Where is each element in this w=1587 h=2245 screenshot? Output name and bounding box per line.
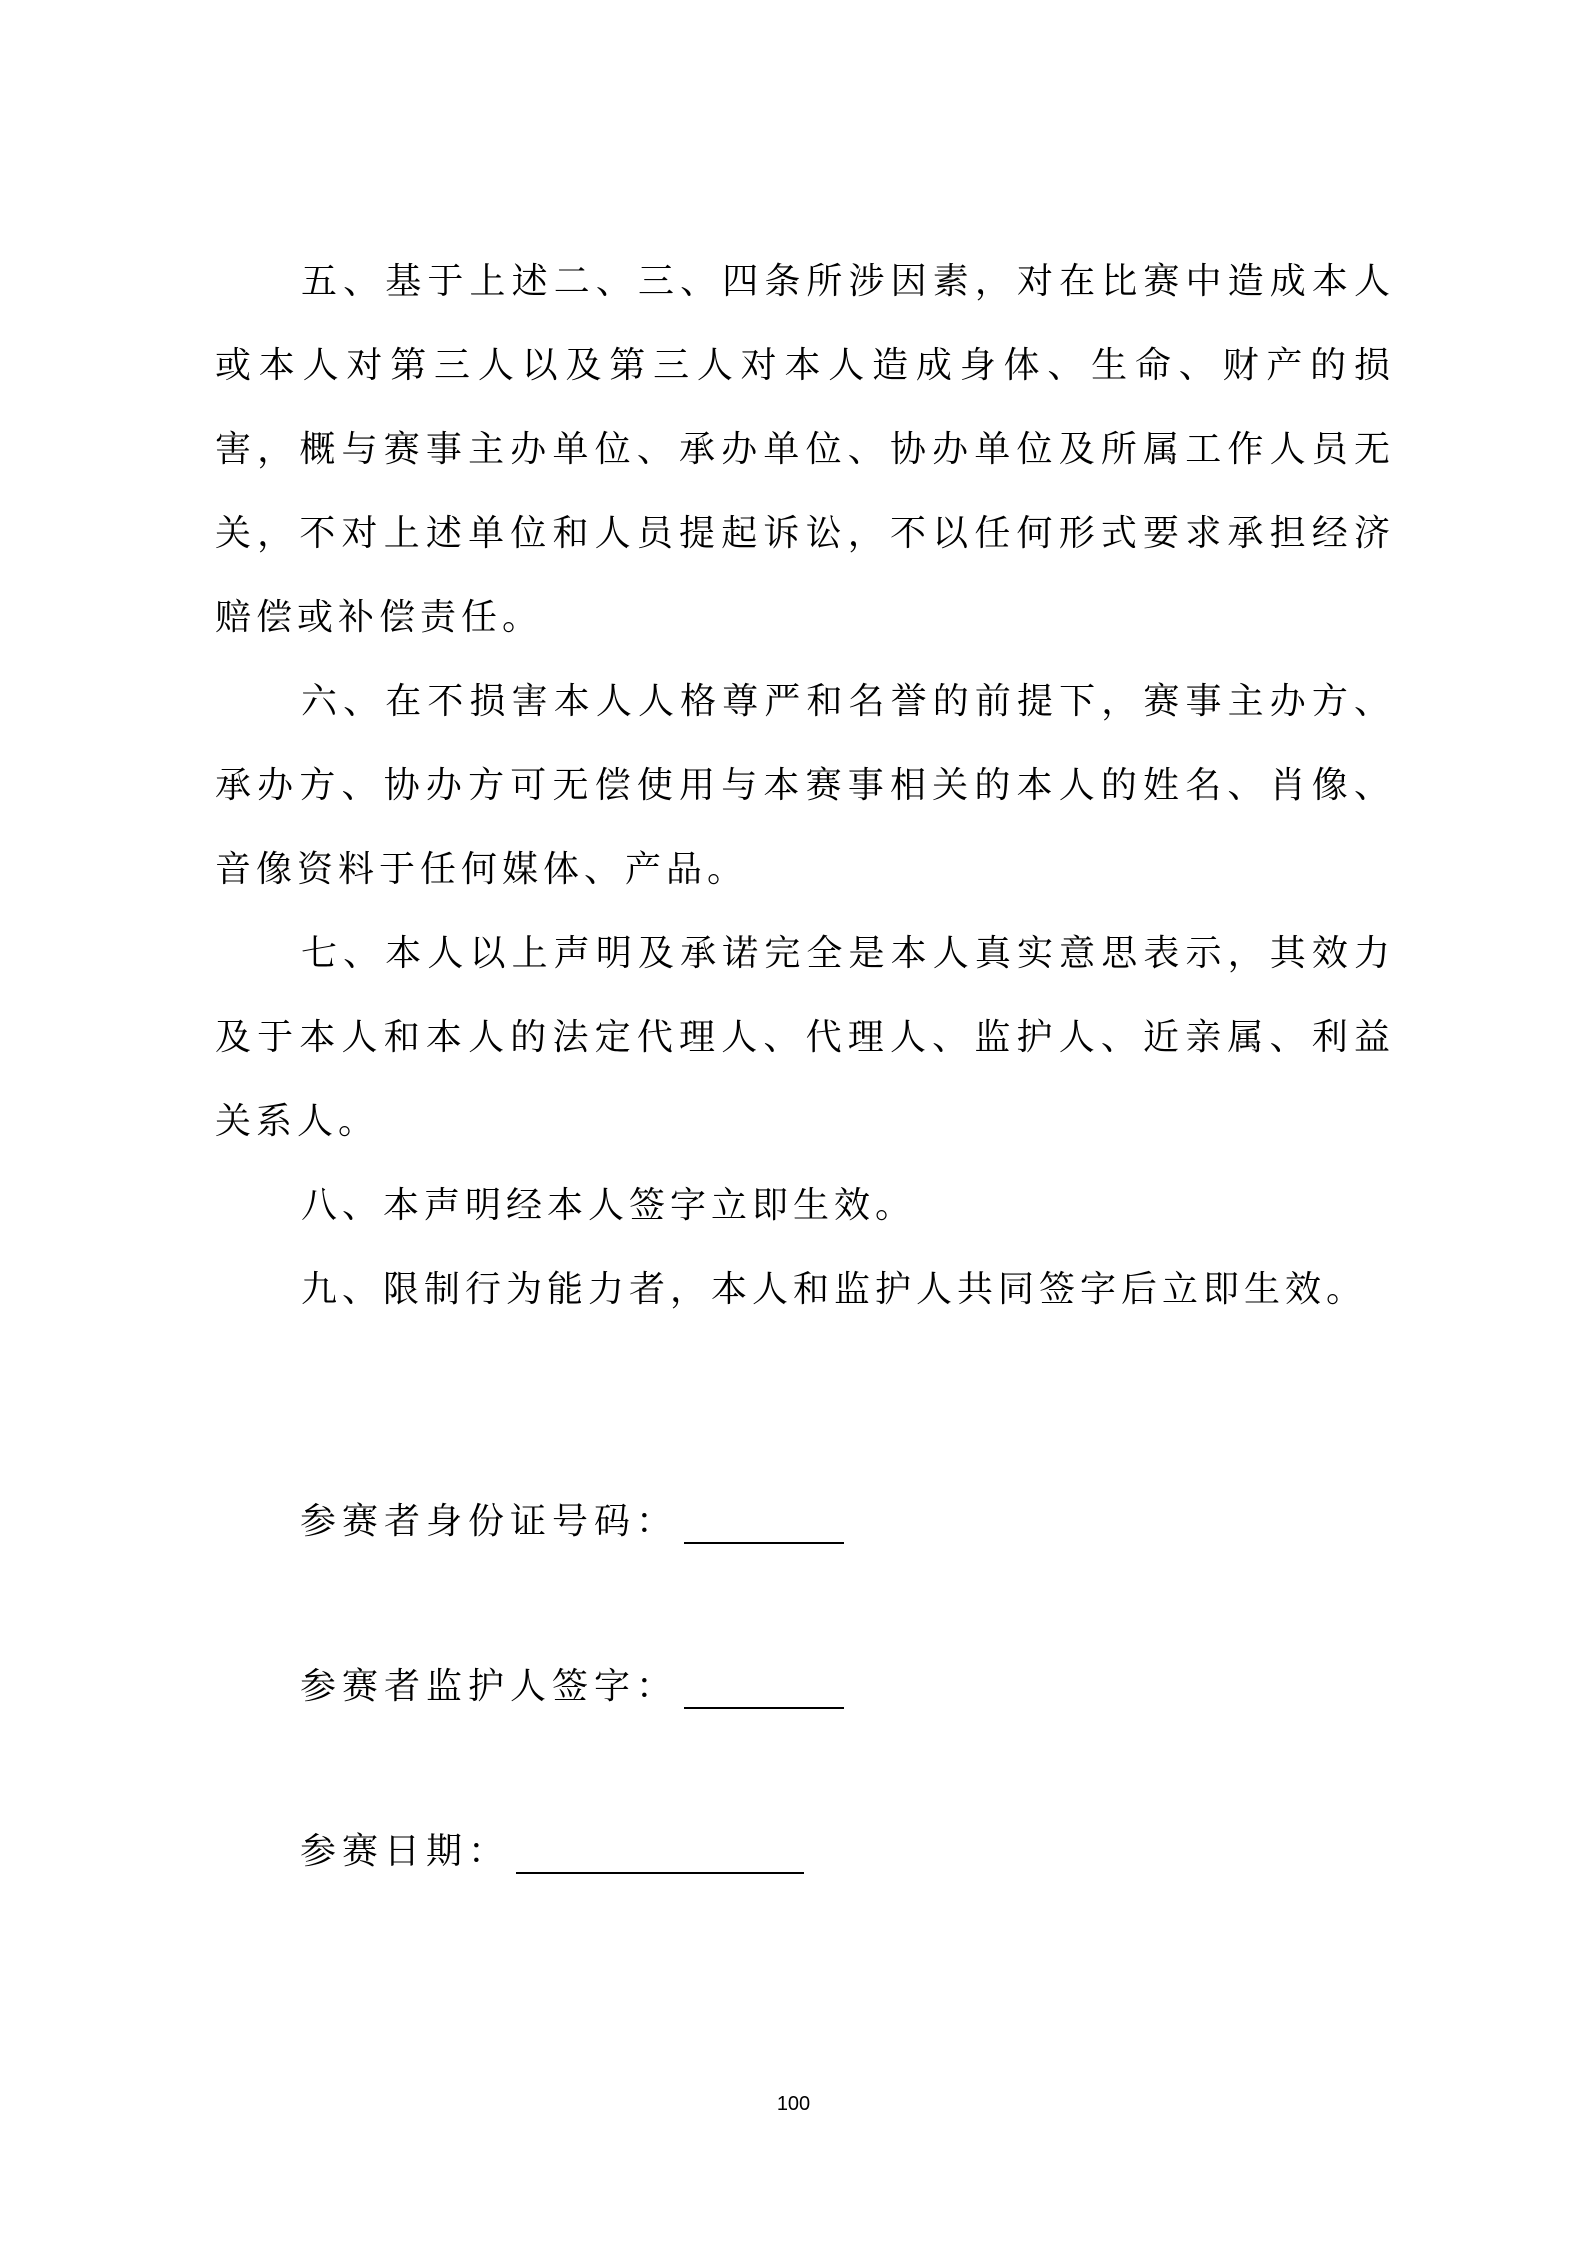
clause-5: 五、基于上述二、三、四条所涉因素，对在比赛中造成本人或本人对第三人以及第三人对本人造成身体、生命、财产的损害，概与赛事主办单位、承办单位、协办单位及所属工作人员无关，不对上述单位和人员提起诉讼，不以任何形式要求承担经济赔偿或补偿责任。 bbox=[215, 261, 1395, 638]
guardian-signature-field bbox=[300, 1665, 844, 1709]
guardian-signature-blank[interactable] bbox=[684, 1673, 844, 1709]
document-body bbox=[215, 240, 1395, 1332]
id-number-field bbox=[300, 1500, 844, 1544]
date-label: 参赛日期： bbox=[300, 1831, 511, 1872]
date-blank[interactable] bbox=[516, 1838, 804, 1874]
clause-7: 七、本人以上声明及承诺完全是本人真实意思表示，其效力及于本人和本人的法定代理人、代理人、监护人、近亲属、利益关系人。 bbox=[215, 933, 1395, 1142]
clause-8: 八、本声明经本人签字立即生效。 bbox=[301, 1185, 917, 1226]
guardian-signature-label: 参赛者监护人签字： bbox=[300, 1666, 679, 1707]
clause-9: 九、限制行为能力者，本人和监护人共同签字后立即生效。 bbox=[301, 1269, 1368, 1310]
id-number-label: 参赛者身份证号码： bbox=[300, 1501, 679, 1542]
id-number-blank[interactable] bbox=[684, 1508, 844, 1544]
clause-6: 六、在不损害本人人格尊严和名誉的前提下，赛事主办方、承办方、协办方可无偿使用与本赛事相关的本人的姓名、肖像、音像资料于任何媒体、产品。 bbox=[215, 681, 1395, 890]
page-number: 100 bbox=[776, 2093, 811, 2115]
date-field bbox=[300, 1830, 804, 1874]
